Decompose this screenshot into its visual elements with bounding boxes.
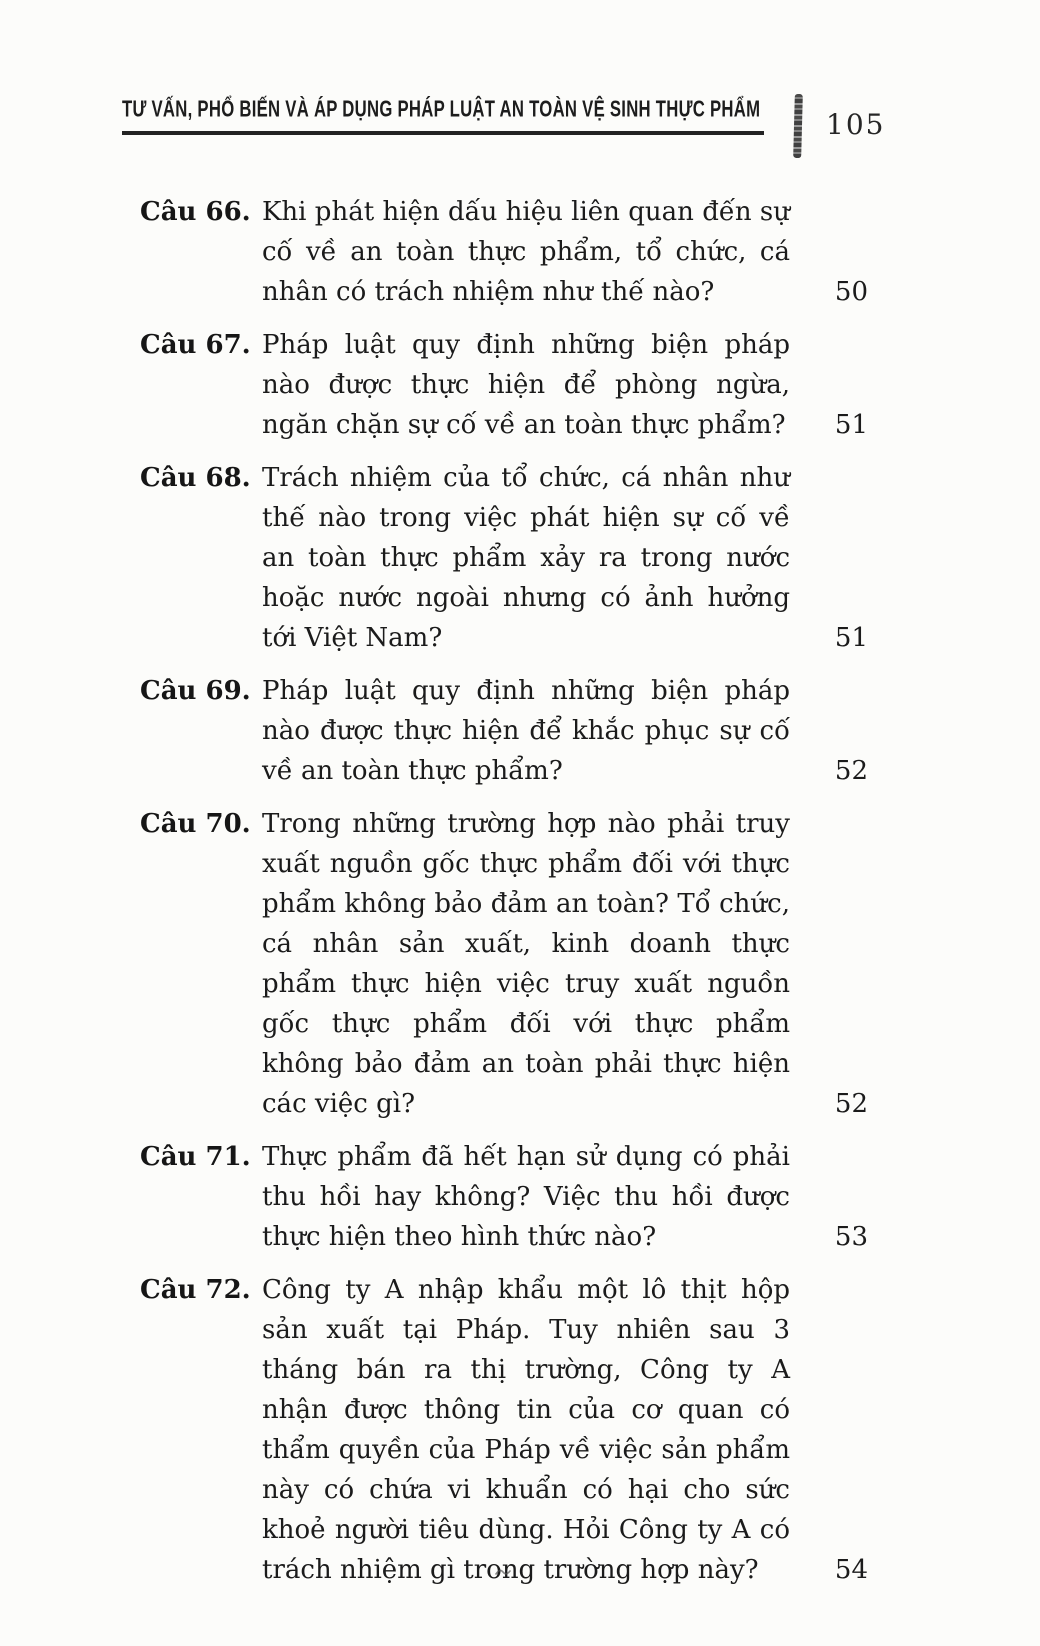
toc-entry-label: Câu 70.: [140, 809, 251, 839]
toc-entry-text: Thực phẩm đã hết hạn sử dụng có phải thu hồi hay không? Việc thu hồi được thực hiện theo hình thức nào?: [262, 1142, 790, 1252]
toc-entry-text: Pháp luật quy định những biện pháp nào được thực hiện để phòng ngừa, ngăn chặn sự cố về an toàn thực phẩm?: [262, 330, 790, 440]
toc-entry-text: Trách nhiệm của tổ chức, cá nhân như thế nào trong việc phát hiện sự cố về an toàn thực phẩm xảy ra trong nước hoặc nước ngoài nhưng có ảnh hưởng tới Việt Nam?: [262, 463, 790, 653]
footer-ornament: [494, 1566, 512, 1578]
toc-entry-text: Pháp luật quy định những biện pháp nào được thực hiện để khắc phục sự cố về an toàn thực phẩm?: [262, 676, 790, 786]
header-page-number: 105: [826, 108, 886, 141]
running-head-title: TƯ VẤN, PHỔ BIẾN VÀ ÁP DỤNG PHÁP LUẬT AN TOÀN VỆ SINH THỰC PHẨM: [122, 97, 761, 123]
toc-entry-label: Câu 67.: [140, 330, 251, 360]
toc-entry: [140, 1137, 868, 1257]
toc-entry: [140, 1270, 868, 1590]
toc-entry: [140, 192, 868, 312]
toc-entry-page-number: 52: [834, 756, 868, 786]
toc-entry-page-number: 52: [834, 1089, 868, 1119]
toc-entry-text: Công ty A nhập khẩu một lô thịt hộp sản xuất tại Pháp. Tuy nhiên sau 3 tháng bán ra thị trường, Công ty A nhận được thông tin của cơ quan có thẩm quyền của Pháp về việc sản phẩm này có chứa vi khuẩn có hại cho sức khoẻ người tiêu dùng. Hỏi Công ty A có trách nhiệm gì trong trường hợp này?: [262, 1275, 790, 1585]
toc-entry-page-number: 51: [834, 623, 868, 653]
toc-entry-label: Câu 68.: [140, 463, 251, 493]
toc-entry: [140, 325, 868, 445]
toc-entry-label: Câu 72.: [140, 1275, 251, 1305]
decorative-vertical-mark: [793, 94, 803, 158]
table-of-contents: [140, 192, 868, 1603]
running-head-rule: [122, 97, 764, 135]
toc-entry-label: Câu 66.: [140, 197, 251, 227]
toc-entry-page-number: 51: [834, 410, 868, 440]
toc-entry: [140, 804, 868, 1124]
toc-entry: [140, 458, 868, 658]
toc-entry: [140, 671, 868, 791]
toc-entry-text: Trong những trường hợp nào phải truy xuất nguồn gốc thực phẩm đối với thực phẩm không bảo đảm an toàn? Tổ chức, cá nhân sản xuất, kinh doanh thực phẩm thực hiện việc truy xuất nguồn gốc thực phẩm đối với thực phẩm không bảo đảm an toàn phải thực hiện các việc gì?: [262, 809, 790, 1119]
toc-entry-label: Câu 71.: [140, 1142, 251, 1172]
toc-entry-page-number: 50: [834, 277, 868, 307]
toc-entry-page-number: 53: [834, 1222, 868, 1252]
toc-entry-text: Khi phát hiện dấu hiệu liên quan đến sự cố về an toàn thực phẩm, tổ chức, cá nhân có trách nhiệm như thế nào?: [262, 197, 790, 307]
page-header: [122, 97, 922, 172]
toc-entry-page-number: 54: [834, 1555, 868, 1585]
toc-entry-label: Câu 69.: [140, 676, 251, 706]
